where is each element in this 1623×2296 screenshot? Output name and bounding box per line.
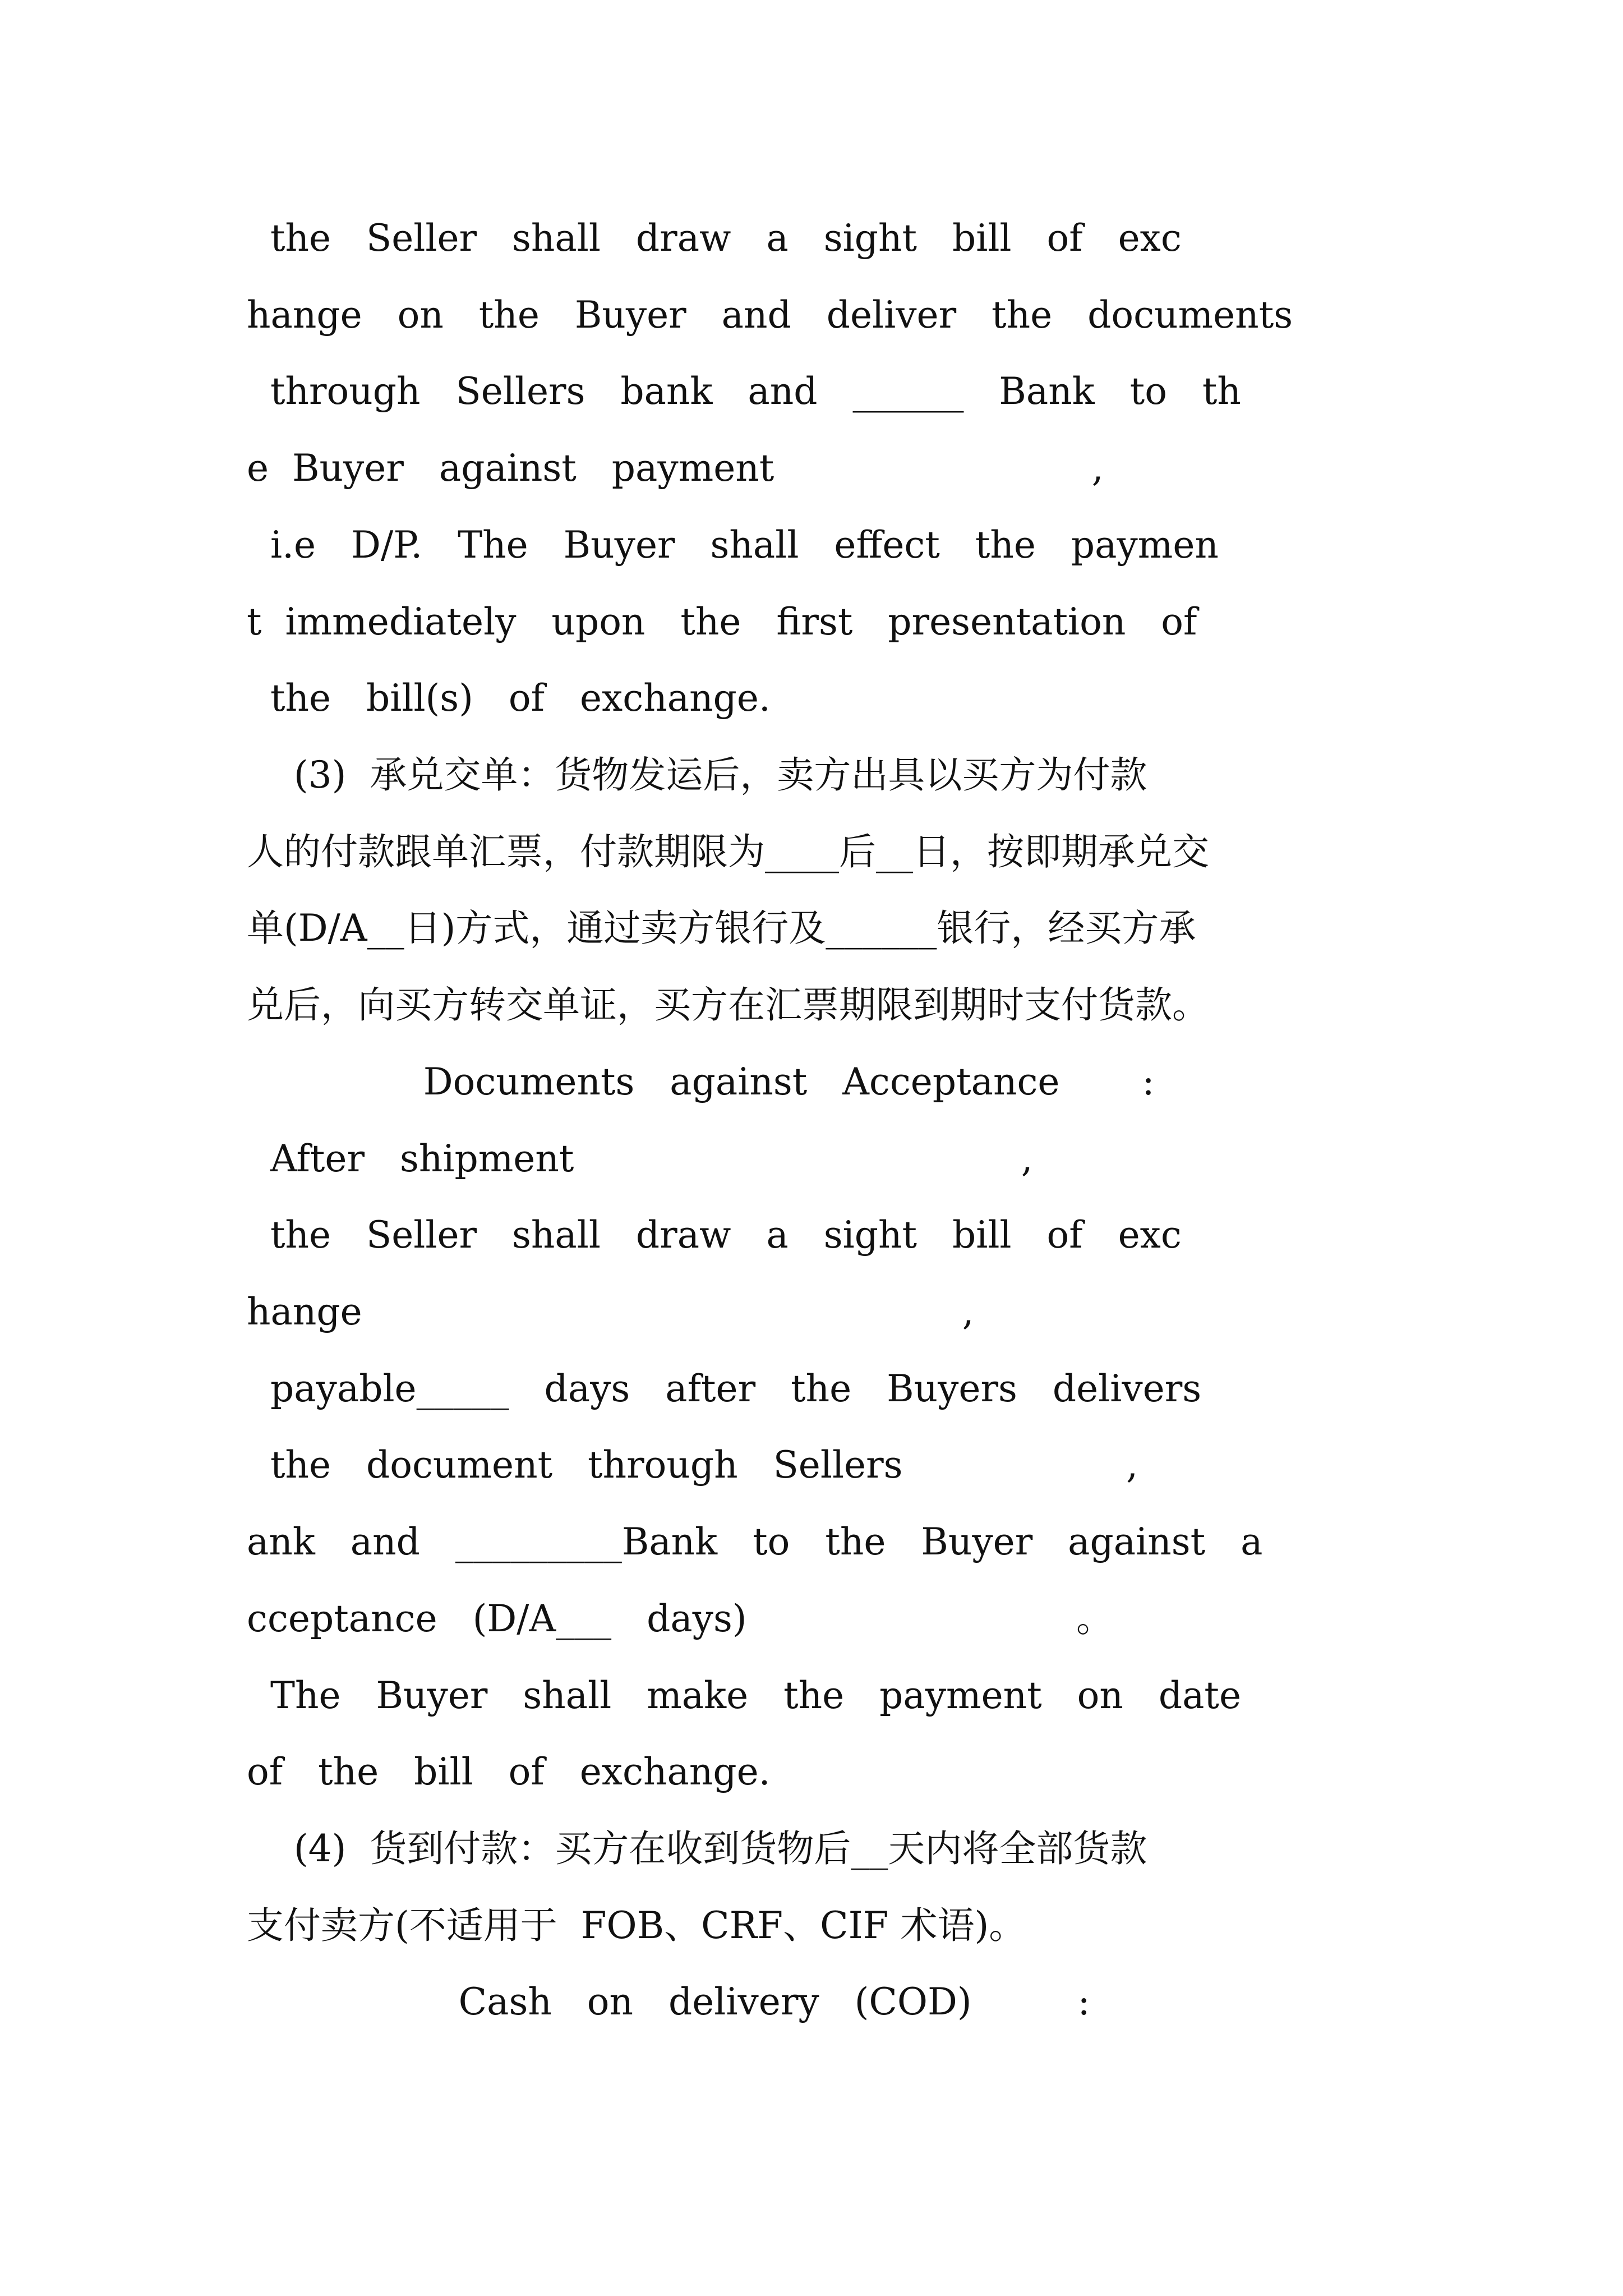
text-line: cceptance (D/A___ days) 。	[247, 1597, 1114, 1640]
text-line: t immediately upon the first presentation of	[247, 600, 1197, 643]
text-line: 兑后，向买方转交单证，买方在汇票期限到期时支付货款。	[247, 983, 1209, 1027]
text-line: Cash on delivery (COD) :	[247, 1980, 1090, 2023]
text-line: through Sellers bank and ______ Bank to th	[247, 370, 1241, 413]
text-line: 单(D/A__日)方式，通过卖方银行及______银行，经买方承	[247, 907, 1196, 950]
text-line: 支付卖方(不适用于 FOB、CRF、CIF 术语)。	[247, 1904, 1026, 1947]
text-line: the document through Sellers ,	[247, 1443, 1138, 1487]
text-line: Documents against Acceptance :	[247, 1060, 1155, 1103]
text-line: the bill(s) of exchange.	[247, 677, 771, 720]
text-line: the Seller shall draw a sight bill of exc	[247, 217, 1182, 260]
text-line: i.e D/P. The Buyer shall effect the paymen	[247, 523, 1219, 567]
text-line: the Seller shall draw a sight bill of exc	[247, 1213, 1182, 1257]
text-line: hange ,	[247, 1290, 974, 1333]
text-line: e Buyer against payment ,	[247, 447, 1104, 490]
text-line: of the bill of exchange.	[247, 1750, 771, 1793]
text-line: The Buyer shall make the payment on date	[247, 1674, 1242, 1717]
text-line: (4) 货到付款：买方在收到货物后__天内将全部货款	[247, 1827, 1147, 1870]
text-line: 人的付款跟单汇票，付款期限为____后__日，按即期承兑交	[247, 830, 1209, 873]
text-line: After shipment ,	[247, 1137, 1033, 1180]
text-line: (3) 承兑交单：货物发运后，卖方出具以买方为付款	[247, 753, 1147, 797]
text-line: ank and _________Bank to the Buyer against a	[247, 1520, 1263, 1563]
text-line: hange on the Buyer and deliver the documents	[247, 293, 1293, 337]
text-line: payable_____ days after the Buyers delivers	[247, 1367, 1202, 1410]
